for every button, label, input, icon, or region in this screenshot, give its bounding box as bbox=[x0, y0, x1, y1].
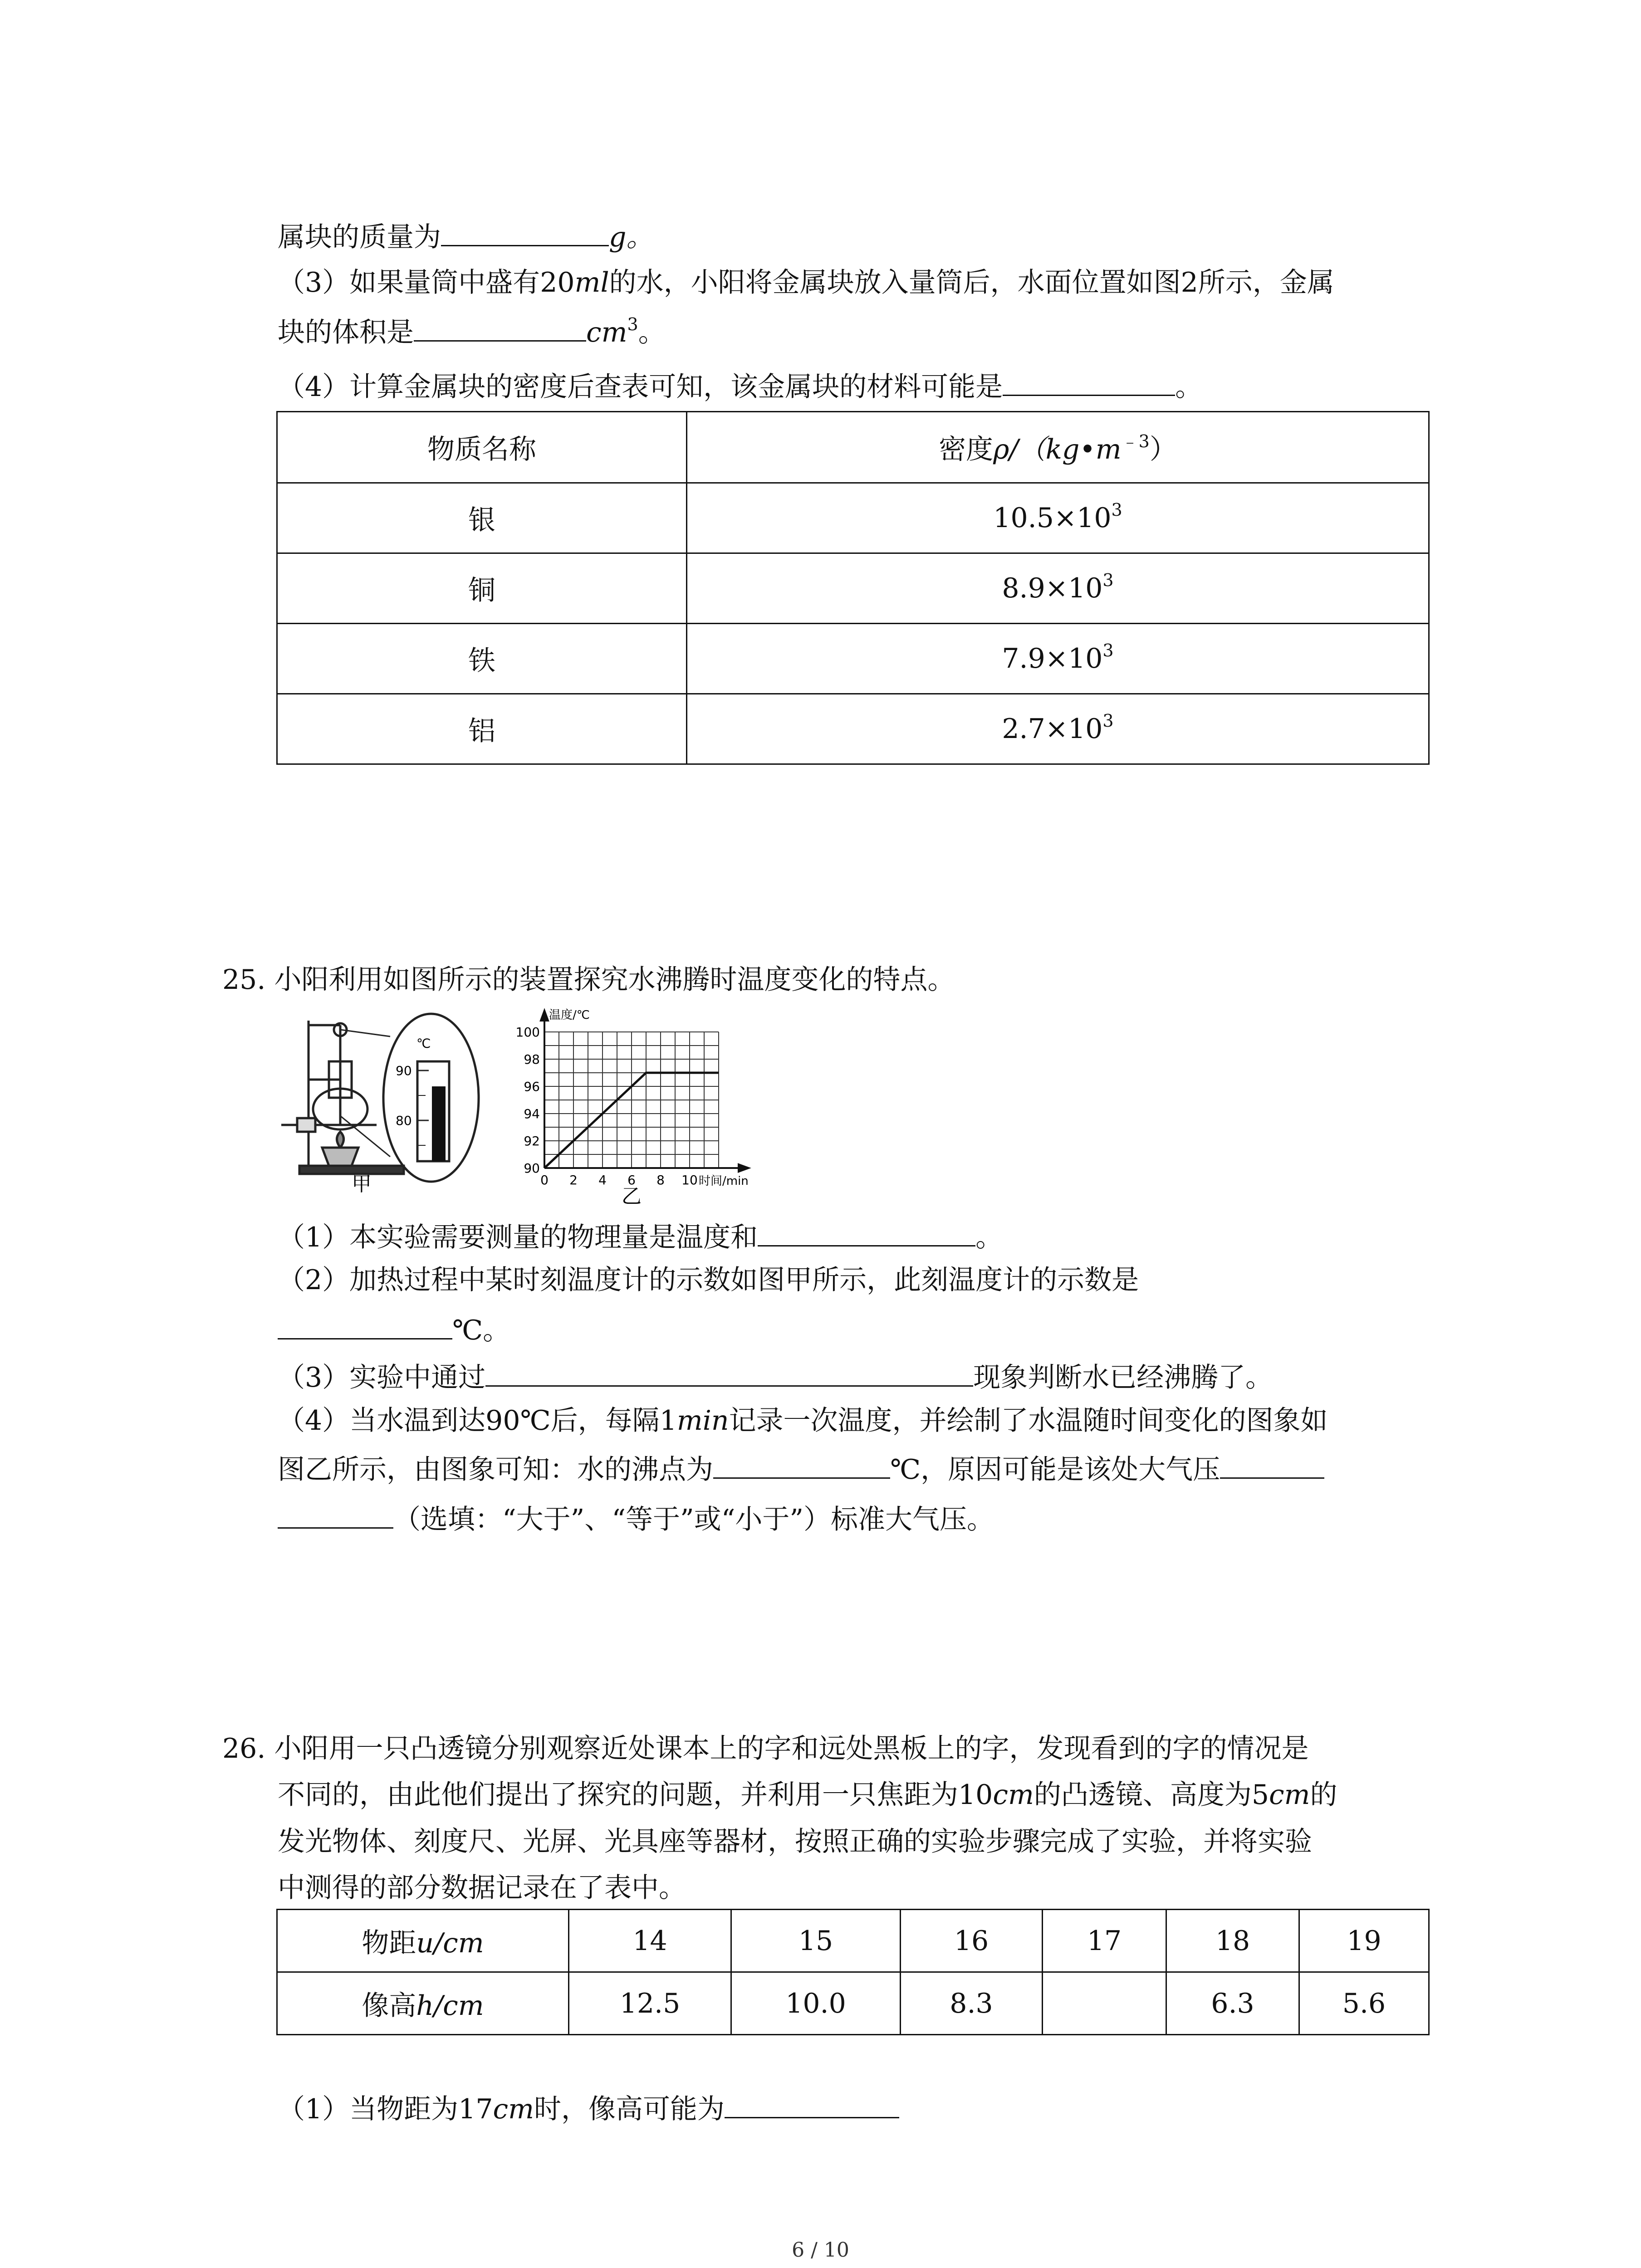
measured-quantity-blank[interactable] bbox=[758, 1217, 975, 1246]
lens-data-table bbox=[276, 1909, 1430, 2035]
q26-part1: （1）当物距为17cm时，像高可能为 bbox=[278, 2089, 899, 2127]
table-row: 物距u/cm 14 15 16 17 18 19 bbox=[277, 1910, 1429, 1972]
y-tick-label: 96 bbox=[524, 1079, 540, 1094]
y-tick-label: 94 bbox=[524, 1106, 540, 1121]
q26-line4: 中测得的部分数据记录在了表中。 bbox=[278, 1872, 686, 1904]
y-tick-label: 92 bbox=[524, 1134, 540, 1149]
x-tick-label: 2 bbox=[569, 1173, 578, 1188]
density-table-header-density: 密度$\rho/(kg•m^{﹣3})$ bbox=[687, 412, 1429, 483]
x-tick-label: 10 bbox=[681, 1173, 698, 1188]
x-axis-title: 时间/min bbox=[699, 1174, 749, 1188]
q25-part4-line2: 图乙所示，由图象可知：水的沸点为 ℃，原因可能是该处大气压 bbox=[278, 1449, 1324, 1488]
boiling-point-blank[interactable] bbox=[713, 1449, 890, 1479]
q26-line3: 发光物体、刻度尺、光屏、光具座等器材，按照正确的实验步骤完成了实验，并将实验 bbox=[278, 1826, 1312, 1857]
y-tick-label: 90 bbox=[524, 1161, 540, 1176]
boiling-phenomenon-blank[interactable] bbox=[485, 1357, 973, 1387]
q25-part2: （2）加热过程中某时刻温度计的示数如图甲所示，此刻温度计的示数是 bbox=[278, 1264, 1139, 1296]
q26-line2: 不同的，由此他们提出了探究的问题，并利用一只焦距为10cm的凸透镜、高度为5cm的 bbox=[278, 1779, 1337, 1811]
figure-jia-label: 甲 bbox=[352, 1173, 372, 1193]
q24-part4-line: （4）计算金属块的密度后查表可知，该金属块的材料可能是 。 bbox=[278, 367, 1202, 405]
q24-part3-line2: 块的体积是 $cm^3$。 bbox=[278, 312, 666, 351]
page-number: 6 / 10 bbox=[792, 2239, 849, 2262]
y-axis-title: 温度/℃ bbox=[549, 1008, 590, 1022]
pressure-compare-blank[interactable] bbox=[1220, 1449, 1324, 1479]
q25-part2-line2: ℃。 bbox=[278, 1310, 510, 1349]
table-row: 像高h/cm 12.5 10.0 8.3 6.3 5.6 bbox=[277, 1972, 1429, 2035]
x-tick-label: 8 bbox=[656, 1173, 665, 1188]
y-tick-label: 100 bbox=[515, 1025, 540, 1040]
table-row: 铁 $7.9\times 10^3$ bbox=[277, 624, 1429, 694]
q25-part3: （3）实验中通过 现象判断水已经沸腾了。 bbox=[278, 1357, 1273, 1396]
q25-stem: 25. 小阳利用如图所示的装置探究水沸腾时温度变化的特点。 bbox=[222, 964, 955, 996]
thermometer-tick-90: 90 bbox=[396, 1063, 412, 1078]
material-answer-blank[interactable] bbox=[1003, 367, 1175, 396]
pressure-compare-blank-cont[interactable] bbox=[278, 1499, 393, 1529]
y-tick-label: 98 bbox=[524, 1052, 540, 1067]
x-tick-label: 6 bbox=[627, 1173, 636, 1188]
empty-cell[interactable] bbox=[1043, 1972, 1166, 2035]
figure-yi-label: 乙 bbox=[622, 1185, 642, 1207]
thermometer-reading-blank[interactable] bbox=[278, 1310, 452, 1339]
thermometer-unit: ℃ bbox=[416, 1036, 431, 1051]
density-table bbox=[276, 411, 1430, 765]
q25-part1: （1）本实验需要测量的物理量是温度和 。 bbox=[278, 1217, 1003, 1256]
x-tick-label: 0 bbox=[540, 1173, 549, 1188]
table-row: 银 $10.5\times 10^3$ bbox=[277, 483, 1429, 553]
thermometer-tick-80: 80 bbox=[396, 1113, 412, 1128]
q25-part4-line3: （选填：“大于”、“等于”或“小于”）标准大气压。 bbox=[278, 1499, 994, 1538]
q24-mass-line: 属块的质量为 g。 bbox=[278, 217, 653, 255]
q26-line1: 26. 小阳用一只凸透镜分别观察近处课本上的字和远处黑板上的字，发现看到的字的情况是 bbox=[222, 1733, 1309, 1765]
table-row: 铝 $2.7\times 10^3$ bbox=[277, 694, 1429, 764]
figure-yi-graph bbox=[508, 1007, 753, 1207]
mass-answer-blank[interactable] bbox=[441, 217, 609, 246]
q25-part4-line1: （4）当水温到达90℃后，每隔1min记录一次温度，并绘制了水温随时间变化的图象如 bbox=[278, 1405, 1328, 1437]
x-tick-label: 4 bbox=[598, 1173, 607, 1188]
image-height-blank[interactable] bbox=[725, 2089, 899, 2118]
table-row: 铜 $8.9\times 10^3$ bbox=[277, 553, 1429, 624]
volume-answer-blank[interactable] bbox=[414, 312, 586, 342]
q24-part3-line1: （3）如果量筒中盛有20ml的水，小阳将金属块放入量筒后，水面位置如图2所示，金属 bbox=[278, 267, 1334, 298]
figure-jia-apparatus bbox=[272, 1012, 485, 1193]
density-table-header-name: 物质名称 bbox=[277, 412, 687, 483]
